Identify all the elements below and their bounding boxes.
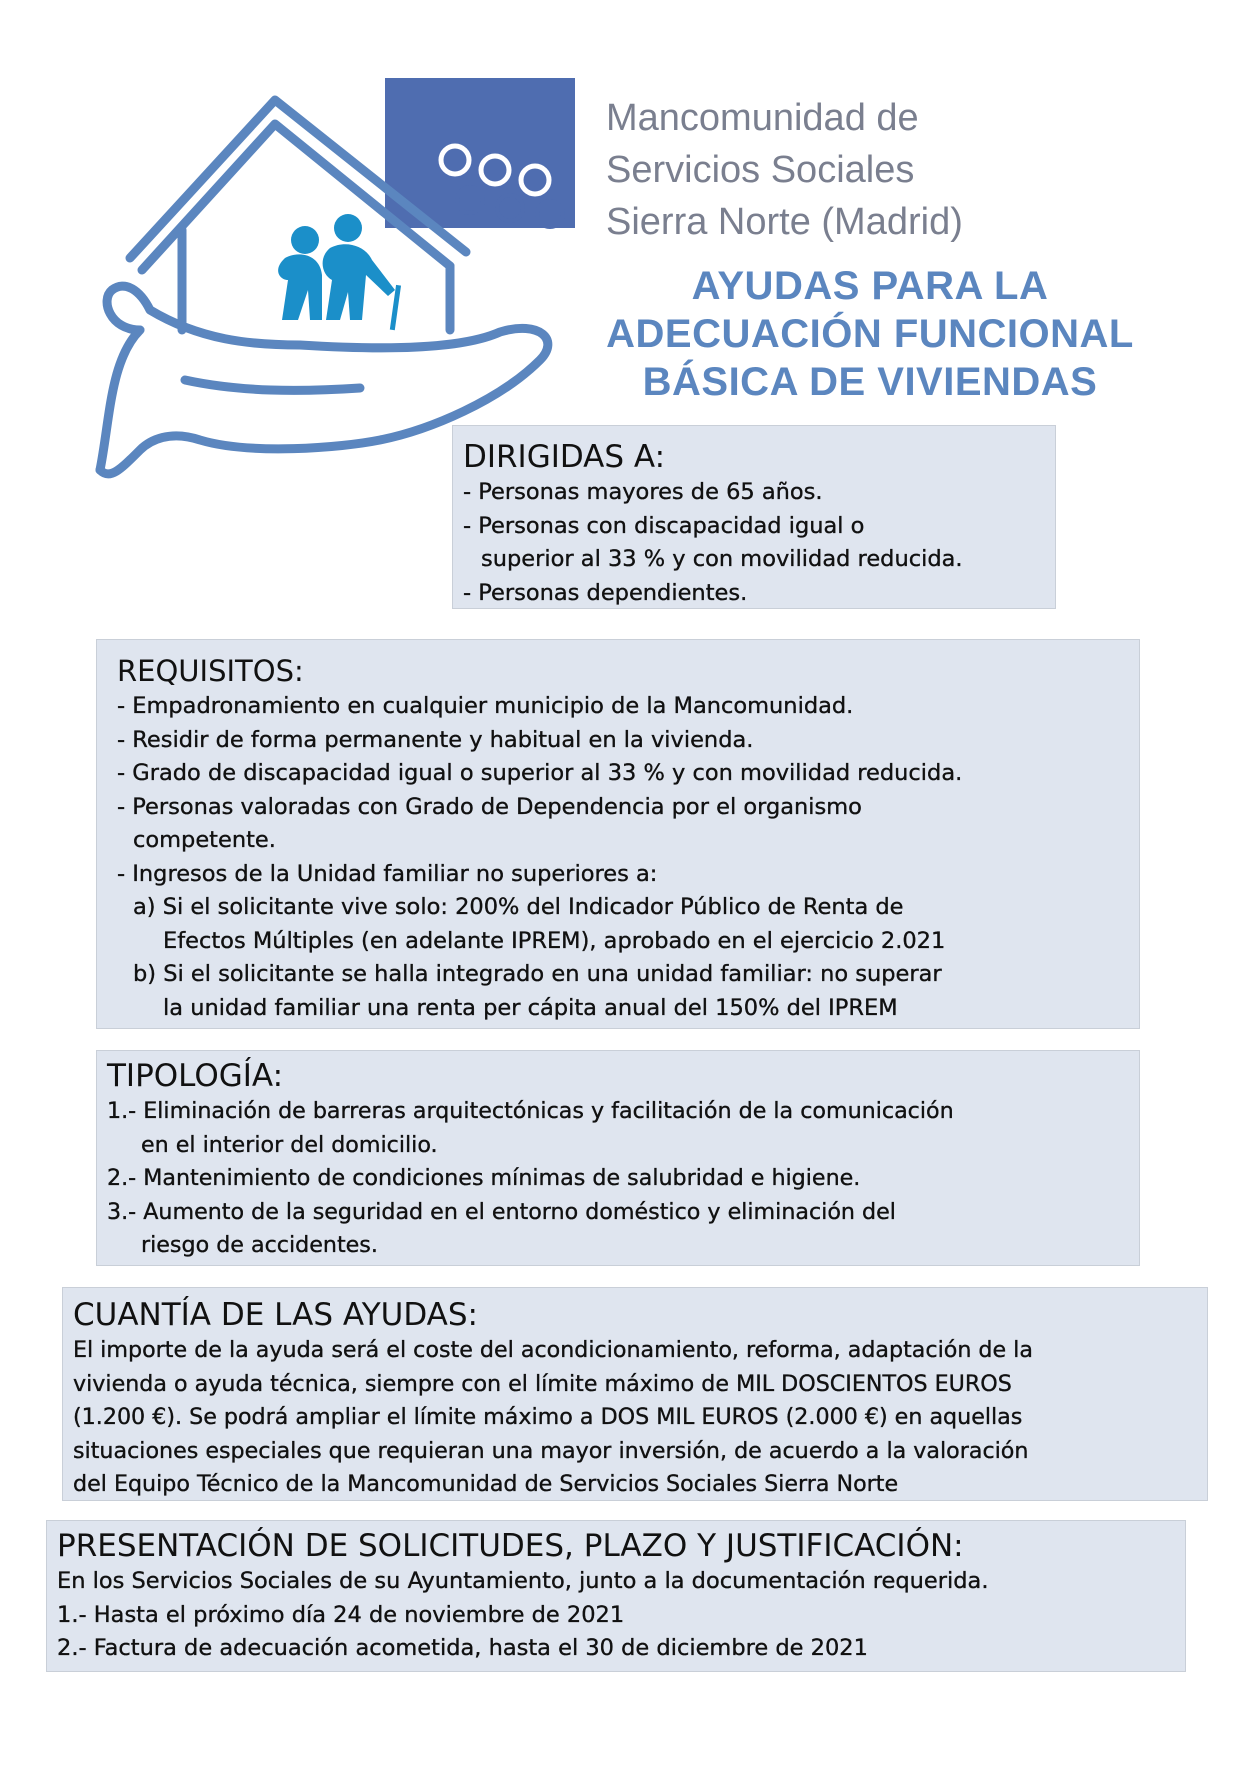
page-title xyxy=(560,262,1180,406)
org-line: Servicios Sociales xyxy=(606,149,915,191)
org-line: Mancomunidad de xyxy=(606,97,919,139)
list-item: riesgo de accidentes. xyxy=(141,1232,378,1258)
list-item: Efectos Múltiples (en adelante IPREM), aprobado en el ejercicio 2.021 xyxy=(163,927,946,954)
list-item: - Personas con discapacidad igual o xyxy=(463,512,865,539)
list-item: competente. xyxy=(133,827,276,853)
title-line: ADECUACIÓN FUNCIONAL xyxy=(606,312,1134,356)
requisitos-section xyxy=(96,639,1140,1029)
list-item: en el interior del domicilio. xyxy=(141,1131,438,1158)
section-title: CUANTÍA DE LAS AYUDAS: xyxy=(73,1297,478,1333)
paragraph-line: vivienda o ayuda técnica, siempre con el límite máximo de MIL DOSCIENTOS EUROS xyxy=(73,1370,1012,1397)
list-item: 1.- Eliminación de barreras arquitectónicas y facilitación de la comunicación xyxy=(107,1098,954,1124)
list-item: la unidad familiar una renta per cápita anual del 150% del IPREM xyxy=(163,994,898,1021)
title-line: AYUDAS PARA LA xyxy=(691,264,1049,308)
list-item: b) Si el solicitante se halla integrado en una unidad familiar: no superar xyxy=(133,961,942,987)
list-item: 2.- Mantenimiento de condiciones mínimas de salubridad e higiene. xyxy=(107,1165,861,1191)
paragraph-line: del Equipo Técnico de la Mancomunidad de Servicios Sociales Sierra Norte xyxy=(73,1471,899,1497)
presentacion-section xyxy=(46,1520,1186,1672)
paragraph-line: situaciones especiales que requieran una mayor inversión, de acuerdo a la valoración xyxy=(73,1437,1029,1464)
list-item: 1.- Hasta el próximo día 24 de noviembre de 2021 xyxy=(57,1601,625,1628)
list-item: - Ingresos de la Unidad familiar no superiores a: xyxy=(117,860,658,887)
list-item: - Residir de forma permanente y habitual en la vivienda. xyxy=(117,726,754,753)
organization-name xyxy=(606,92,1126,248)
list-item: 2.- Factura de adecuación acometida, hasta el 30 de diciembre de 2021 xyxy=(57,1635,868,1661)
paragraph-line: En los Servicios Sociales de su Ayuntamiento, junto a la documentación requerida. xyxy=(57,1568,989,1594)
list-item: - Personas valoradas con Grado de Dependencia por el organismo xyxy=(117,793,862,820)
list-item: - Personas mayores de 65 años. xyxy=(463,479,823,505)
org-line: Sierra Norte (Madrid) xyxy=(606,201,963,243)
list-item: superior al 33 % y con movilidad reducida. xyxy=(481,546,963,572)
dirigidas-section xyxy=(452,425,1056,609)
elderly-couple-icon xyxy=(278,214,401,330)
section-title: DIRIGIDAS A: xyxy=(463,439,666,475)
section-title: TIPOLOGÍA: xyxy=(107,1058,284,1094)
list-item: - Personas dependientes. xyxy=(463,579,748,606)
section-title: REQUISITOS: xyxy=(117,654,304,688)
list-item: 3.- Aumento de la seguridad en el entorno doméstico y eliminación del xyxy=(107,1198,896,1225)
cuantia-section xyxy=(62,1287,1208,1501)
list-item: - Grado de discapacidad igual o superior al 33 % y con movilidad reducida. xyxy=(117,760,963,786)
paragraph-line: (1.200 €). Se podrá ampliar el límite máximo a DOS MIL EUROS (2.000 €) en aquellas xyxy=(73,1404,1023,1430)
tipologia-section xyxy=(96,1050,1140,1266)
title-line: BÁSICA DE VIVIENDAS xyxy=(642,360,1098,404)
list-item: a) Si el solicitante vive solo: 200% del Indicador Público de Renta de xyxy=(133,894,904,920)
section-title: PRESENTACIÓN DE SOLICITUDES, PLAZO Y JUSTIFICACIÓN: xyxy=(57,1528,964,1564)
list-item: - Empadronamiento en cualquier municipio de la Mancomunidad. xyxy=(117,693,854,719)
paragraph-line: El importe de la ayuda será el coste del acondicionamiento, reforma, adaptación de la xyxy=(73,1337,1033,1363)
